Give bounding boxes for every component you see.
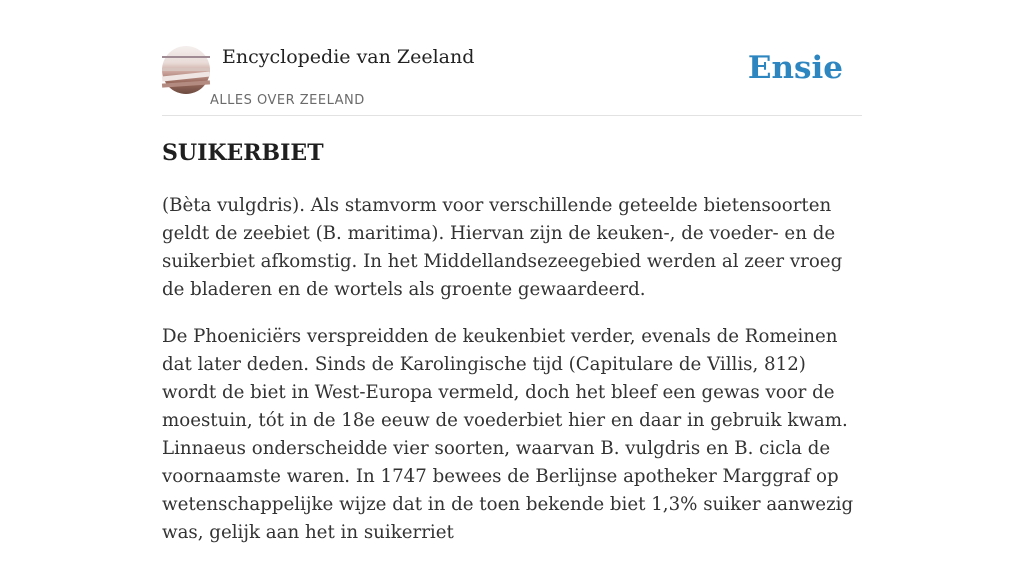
article-title: SUIKERBIET bbox=[162, 140, 324, 166]
article-body bbox=[162, 192, 862, 566]
site-title[interactable]: Encyclopedie van Zeeland bbox=[222, 46, 475, 68]
site-header bbox=[162, 46, 862, 116]
article-paragraph: (Bèta vulgdris). Als stamvorm voor verschillende geteelde bietensoorten geldt de zeebiet (B. maritima). Hiervan zijn de keuken-, de voeder- en de suikerbiet afkomstig. In het Middellandsezeegebied werden al zeer vroeg de bladeren en de wortels als groente gewaardeerd. bbox=[162, 195, 843, 300]
article-paragraph: De Phoeniciërs verspreidden de keukenbiet verder, evenals de Romeinen dat later deden. Sinds de Karolingische tijd (Capitulare de Villis, 812) wordt de biet in West-Europa vermeld, doch het bleef een gewas voor de moestuin, tót in de 18e eeuw de voederbiet hier en daar in gebruik kwam. Linnaeus onderscheidde vier soorten, waarvan B. vulgdris en B. cicla de voornaamste waren. In 1747 bewees de Berlijnse apotheker Marggraf op wetenschappelijke wijze dat in de toen bekende biet 1,3% suiker aanwezig was, gelijk aan het in suikerriet bbox=[162, 326, 854, 543]
site-tagline: ALLES OVER ZEELAND bbox=[210, 93, 365, 108]
site-logo-avatar[interactable] bbox=[162, 46, 210, 94]
ensie-brand-logo[interactable]: Ensie bbox=[747, 50, 843, 86]
